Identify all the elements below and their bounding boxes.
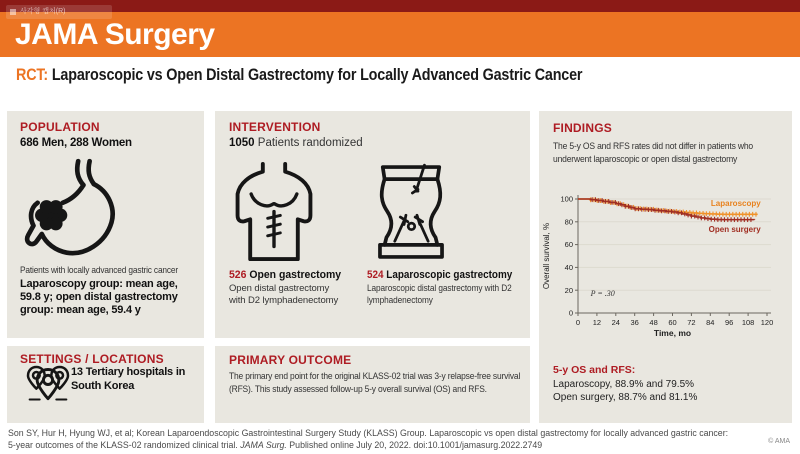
svg-text:24: 24 (611, 318, 620, 327)
arm1-desc: Open distal gastrectomy with D2 lymphadenectomy (229, 283, 339, 306)
intervention-panel (215, 111, 530, 338)
title-text: Laparoscopic vs Open Distal Gastrectomy for Locally Advanced Gastric Cancer (47, 66, 583, 84)
kaplan-meier-chart (539, 187, 792, 339)
settings-panel (7, 346, 204, 423)
masthead (0, 8, 800, 57)
journal-logo: JAMA Surgery (15, 18, 215, 51)
svg-text:60: 60 (668, 318, 677, 327)
arm2-desc: Laparoscopic distal gastrectomy with D2 lymphadenectomy (367, 283, 512, 305)
open-surgery-torso-icon (227, 161, 321, 263)
svg-text:96: 96 (725, 318, 734, 327)
svg-text:20: 20 (564, 285, 573, 295)
arm1-count: 526 (229, 269, 250, 281)
svg-text:36: 36 (630, 318, 639, 327)
population-panel (7, 111, 204, 338)
svg-text:0: 0 (575, 318, 581, 327)
screen-capture-toolbar-artifact (6, 5, 112, 19)
population-header: POPULATION (20, 120, 100, 134)
page-title (16, 66, 582, 85)
svg-text:P = .30: P = .30 (590, 288, 615, 298)
citation-journal: JAMA Surg. (240, 439, 287, 450)
capture-tool-icon (10, 9, 16, 15)
map-pins-icon (23, 359, 73, 405)
rct-tag: RCT: (16, 66, 48, 84)
intervention-header: INTERVENTION (229, 120, 321, 134)
citation-line2-post: Published online July 20, 2022. doi:10.1001/jamasurg.2022.2749 (286, 439, 543, 450)
primary-outcome-header: PRIMARY OUTCOME (229, 353, 352, 367)
population-detail: Laparoscopy group: mean age, 59.8 y; open distal gastrectomy group: mean age, 59.4 y (20, 278, 178, 316)
svg-text:0: 0 (568, 308, 573, 318)
arm2-count: 524 (367, 269, 387, 281)
citation-line2-pre: 5-year outcomes of the KLASS-02 randomized clinical trial. (8, 439, 241, 450)
svg-text:80: 80 (564, 217, 573, 227)
arm1-name: Open gastrectomy (249, 269, 342, 281)
svg-text:48: 48 (649, 318, 658, 327)
findings-intro: The 5-y OS and RFS rates did not differ in patients who underwent laparoscopic or open distal gastrectomy (553, 141, 754, 165)
findings-panel (539, 111, 792, 423)
top-maroon-bar (0, 0, 800, 12)
copyright-notice: © AMA (768, 438, 790, 445)
findings-results-title: 5-y OS and RFS: (553, 364, 636, 376)
findings-result-laparoscopy: Laparoscopy, 88.9% and 79.5% (553, 379, 695, 390)
primary-outcome-panel (215, 346, 530, 423)
randomized-count: 1050 (229, 137, 255, 149)
svg-text:84: 84 (706, 318, 715, 327)
svg-text:Laparoscopy: Laparoscopy (710, 198, 761, 208)
population-note: Patients with locally advanced gastric cancer (20, 265, 178, 276)
svg-text:Open surgery: Open surgery (708, 225, 761, 235)
svg-text:108: 108 (741, 318, 755, 327)
svg-text:12: 12 (592, 318, 602, 327)
citation (8, 428, 738, 451)
findings-result-open: Open surgery, 88.7% and 81.1% (553, 392, 698, 403)
laparoscopic-abdomen-icon (367, 161, 455, 263)
svg-text:120: 120 (760, 318, 774, 327)
citation-line1: Son SY, Hur H, Hyung WJ, et al; Korean Laparoendoscopic Gastrointestinal Surgery Study (KLASS) Group. Laparoscopic vs open distal gastrectomy for locally advanced gastric cancer: (8, 428, 729, 438)
population-lead: 686 Men, 288 Women (20, 137, 132, 149)
svg-text:100: 100 (560, 194, 573, 204)
randomized-label: Patients randomized (254, 137, 363, 149)
svg-text:Overall survival, %: Overall survival, % (542, 222, 551, 290)
arm2-name: Laparoscopic gastrectomy (386, 269, 513, 281)
settings-header: SETTINGS / LOCATIONS (20, 352, 164, 366)
primary-outcome-text: The primary end point for the original KLASS-02 trial was 3-y relapse-free survival (RFS). This study assessed follow-up 5-y overall survival (OS) and RFS. (229, 371, 521, 395)
svg-text:Time, mo: Time, mo (653, 328, 692, 338)
capture-tool-label: 사각형 캡처(R) (20, 8, 66, 15)
findings-header: FINDINGS (553, 121, 612, 135)
svg-text:60: 60 (564, 240, 573, 250)
settings-text: 13 Tertiary hospitals in South Korea (71, 366, 186, 392)
svg-text:72: 72 (687, 318, 696, 327)
stomach-tumor-icon (21, 157, 125, 261)
svg-text:40: 40 (564, 263, 573, 272)
